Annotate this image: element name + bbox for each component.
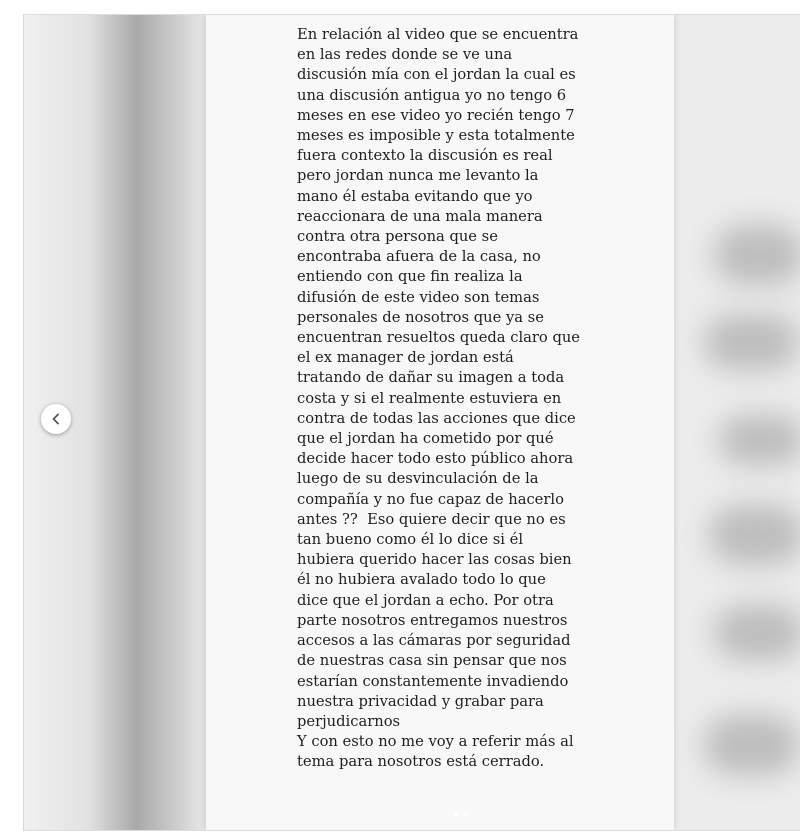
blurred-shape — [709, 505, 800, 565]
caption-line: encuentran resueltos queda claro que — [297, 329, 580, 347]
post-media-frame — [23, 14, 800, 831]
caption-line: pero jordan nunca me levanto la — [297, 167, 539, 185]
caption-line: contra de todas las acciones que dice — [297, 409, 576, 427]
caption-line: una discusión antigua yo no tengo 6 — [297, 86, 567, 104]
caption-line: él no hubiera avalado todo lo que — [297, 571, 546, 589]
caption-line: meses en ese video yo recién tengo 7 — [297, 106, 575, 124]
caption-line: Y con esto no me voy a referir más al — [297, 733, 574, 751]
blurred-shape — [704, 315, 799, 370]
caption-line: tema para nosotros está cerrado. — [297, 753, 545, 771]
caption-line: compañía y no fue capaz de hacerlo — [297, 490, 564, 508]
caption-line: personales de nosotros que ya se — [297, 308, 544, 326]
carousel-dots — [454, 812, 468, 817]
caption-line: parte nosotros entregamos nuestros — [297, 611, 568, 629]
caption-line: dice que el jordan a echo. Por otra — [297, 591, 554, 609]
blurred-shape — [714, 605, 800, 660]
caption-line: de nuestras casa sin pensar que nos — [297, 652, 567, 670]
caption-line: hubiera querido hacer las cosas bien — [297, 551, 572, 569]
caption-line: antes ?? Eso quiere decir que no es — [297, 510, 566, 528]
story-text-card — [206, 15, 674, 830]
caption-line: meses es imposible y esta totalmente — [297, 127, 575, 145]
caption-line: nuestra privacidad y grabar para — [297, 692, 544, 710]
caption-line: accesos a las cámaras por seguridad — [297, 632, 571, 650]
caption-line: difusión de este video son temas — [297, 288, 540, 306]
blurred-background-right — [674, 15, 800, 830]
caption-line: encontraba afuera de la casa, no — [297, 248, 541, 266]
previous-slide-button[interactable] — [41, 404, 71, 434]
caption-line: decide hacer todo esto público ahora — [297, 450, 574, 468]
caption-line: luego de su desvinculación de la — [297, 470, 539, 488]
caption-line: fuera contexto la discusión es real — [297, 147, 553, 165]
blurred-shape — [719, 415, 800, 465]
caption-line: que el jordan ha cometido por qué — [297, 430, 554, 448]
caption-line: estarían constantemente invadiendo — [297, 672, 569, 690]
caption-line: En relación al video que se encuentra — [297, 26, 579, 43]
statement-text — [297, 25, 597, 773]
blurred-shape — [704, 715, 799, 775]
caption-line: tan bueno como él lo dice si él — [297, 531, 524, 549]
caption-line: en las redes donde se ve una — [297, 46, 513, 64]
caption-line: contra otra persona que se — [297, 228, 498, 246]
caption-line: discusión mía con el jordan la cual es — [297, 66, 576, 84]
caption-line: perjudicarnos — [297, 712, 401, 730]
chevron-left-icon — [50, 413, 62, 425]
caption-line: tratando de dañar su imagen a toda — [297, 369, 565, 387]
caption-line: entiendo con que fin realiza la — [297, 268, 523, 286]
caption-line: mano él estaba evitando que yo — [297, 187, 533, 205]
carousel-dot — [463, 812, 468, 817]
caption-line: el ex manager de jordan está — [297, 349, 514, 367]
blurred-shape — [714, 225, 800, 285]
carousel-dot — [454, 812, 459, 817]
caption-line: reaccionara de una mala manera — [297, 207, 543, 225]
caption-line: costa y si el realmente estuviera en — [297, 389, 562, 407]
